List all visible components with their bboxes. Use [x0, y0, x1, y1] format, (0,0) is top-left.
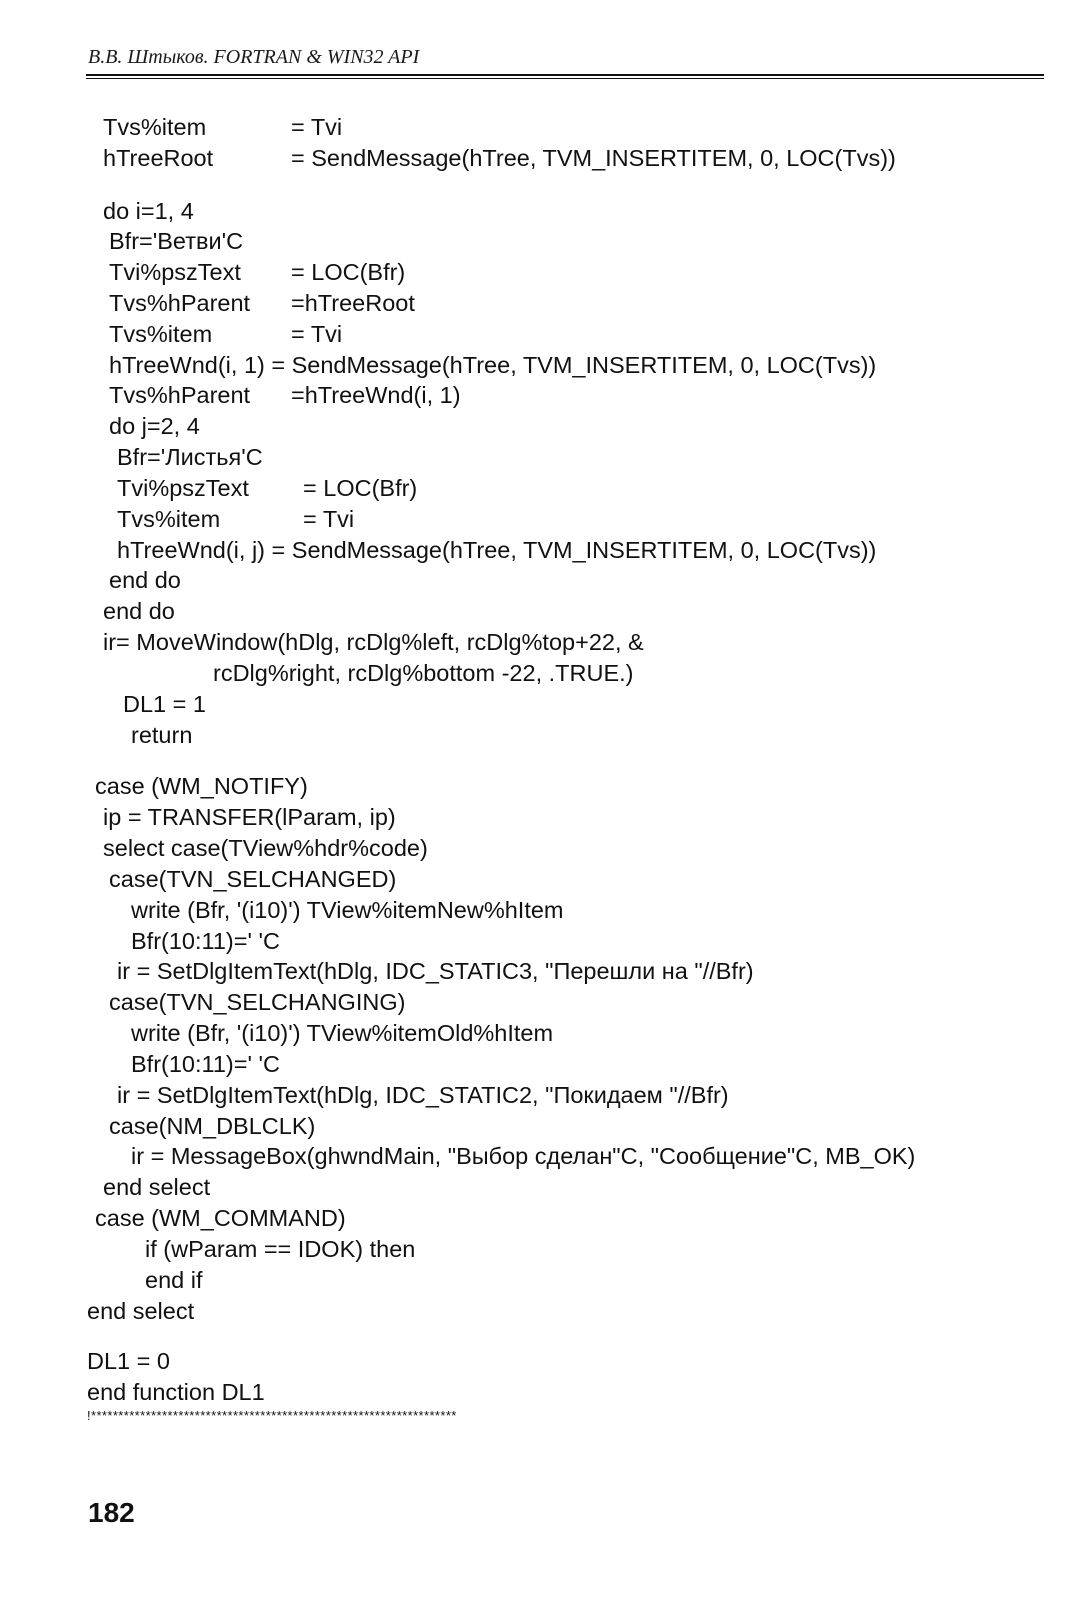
code-line: hTreeWnd(i, 1) = SendMessage(hTree, TVM_INSERTITEM, 0, LOC(Tvs))	[109, 352, 877, 378]
code-line: case(TVN_SELCHANGING)	[109, 989, 406, 1015]
code-line: end select	[103, 1174, 211, 1200]
code-line: Tvs%item	[109, 321, 213, 347]
code-line: ir= MoveWindow(hDlg, rcDlg%left, rcDlg%top+22, &	[103, 629, 644, 655]
code-line: case(TVN_SELCHANGED)	[109, 866, 397, 892]
code-line: = LOC(Bfr)	[303, 475, 418, 501]
code-line: ir = MessageBox(ghwndMain, "Выбор сделан"C, "Сообщение"C, MB_OK)	[131, 1143, 916, 1169]
page-number: 182	[88, 1497, 135, 1528]
code-line: ir = SetDlgItemText(hDlg, IDC_STATIC2, "Покидаем "//Bfr)	[117, 1082, 729, 1108]
code-line: rcDlg%right, rcDlg%bottom -22, .TRUE.)	[213, 660, 634, 686]
code-line: end if	[145, 1267, 203, 1293]
code-line: select case(TView%hdr%code)	[103, 835, 428, 861]
code-line: Tvs%hParent	[109, 290, 251, 316]
code-line: do i=1, 4	[103, 198, 194, 224]
code-line: case (WM_NOTIFY)	[95, 773, 308, 799]
code-line: Tvi%pszText	[117, 475, 249, 501]
code-line: =hTreeWnd(i, 1)	[291, 382, 461, 408]
code-line: end do	[109, 567, 181, 593]
code-line: if (wParam == IDOK) then	[145, 1236, 416, 1262]
code-line: hTreeRoot	[103, 145, 214, 171]
code-line: Bfr(10:11)=' 'C	[131, 928, 280, 954]
code-line: Tvs%item	[117, 506, 221, 532]
code-line: !*******************************************************************	[87, 1408, 457, 1423]
code-line: write (Bfr, '(i10)') TView%itemNew%hItem	[131, 897, 564, 923]
code-line: = Tvi	[291, 321, 343, 347]
code-line: DL1 = 1	[123, 691, 206, 717]
code-line: end function DL1	[87, 1379, 265, 1405]
code-line: ip = TRANSFER(lParam, ip)	[103, 804, 396, 830]
code-line: = Tvi	[291, 114, 343, 140]
code-line: = SendMessage(hTree, TVM_INSERTITEM, 0, LOC(Tvs))	[291, 145, 896, 171]
code-line: = Tvi	[303, 506, 355, 532]
code-line: ir = SetDlgItemText(hDlg, IDC_STATIC3, "Перешли на "//Bfr)	[117, 958, 754, 984]
code-line: do j=2, 4	[109, 413, 200, 439]
code-line: case(NM_DBLCLK)	[109, 1113, 316, 1139]
code-line: Tvi%pszText	[109, 259, 241, 285]
code-line: =hTreeRoot	[291, 290, 415, 316]
code-line: DL1 = 0	[87, 1348, 170, 1374]
code-line: Bfr='Листья'C	[117, 444, 263, 470]
code-line: case (WM_COMMAND)	[95, 1205, 346, 1231]
code-line: Bfr='Ветви'C	[109, 228, 244, 254]
code-line: hTreeWnd(i, j) = SendMessage(hTree, TVM_INSERTITEM, 0, LOC(Tvs))	[117, 537, 877, 563]
code-line: write (Bfr, '(i10)') TView%itemOld%hItem	[131, 1020, 554, 1046]
code-line: Tvs%hParent	[109, 382, 251, 408]
code-line: = LOC(Bfr)	[291, 259, 406, 285]
code-line: return	[131, 722, 193, 748]
code-line: Tvs%item	[103, 114, 207, 140]
code-line: end do	[103, 598, 175, 624]
code-line: Bfr(10:11)=' 'C	[131, 1051, 280, 1077]
code-line: end select	[87, 1298, 195, 1324]
running-header: В.В. Штыков. FORTRAN & WIN32 API	[88, 46, 420, 68]
